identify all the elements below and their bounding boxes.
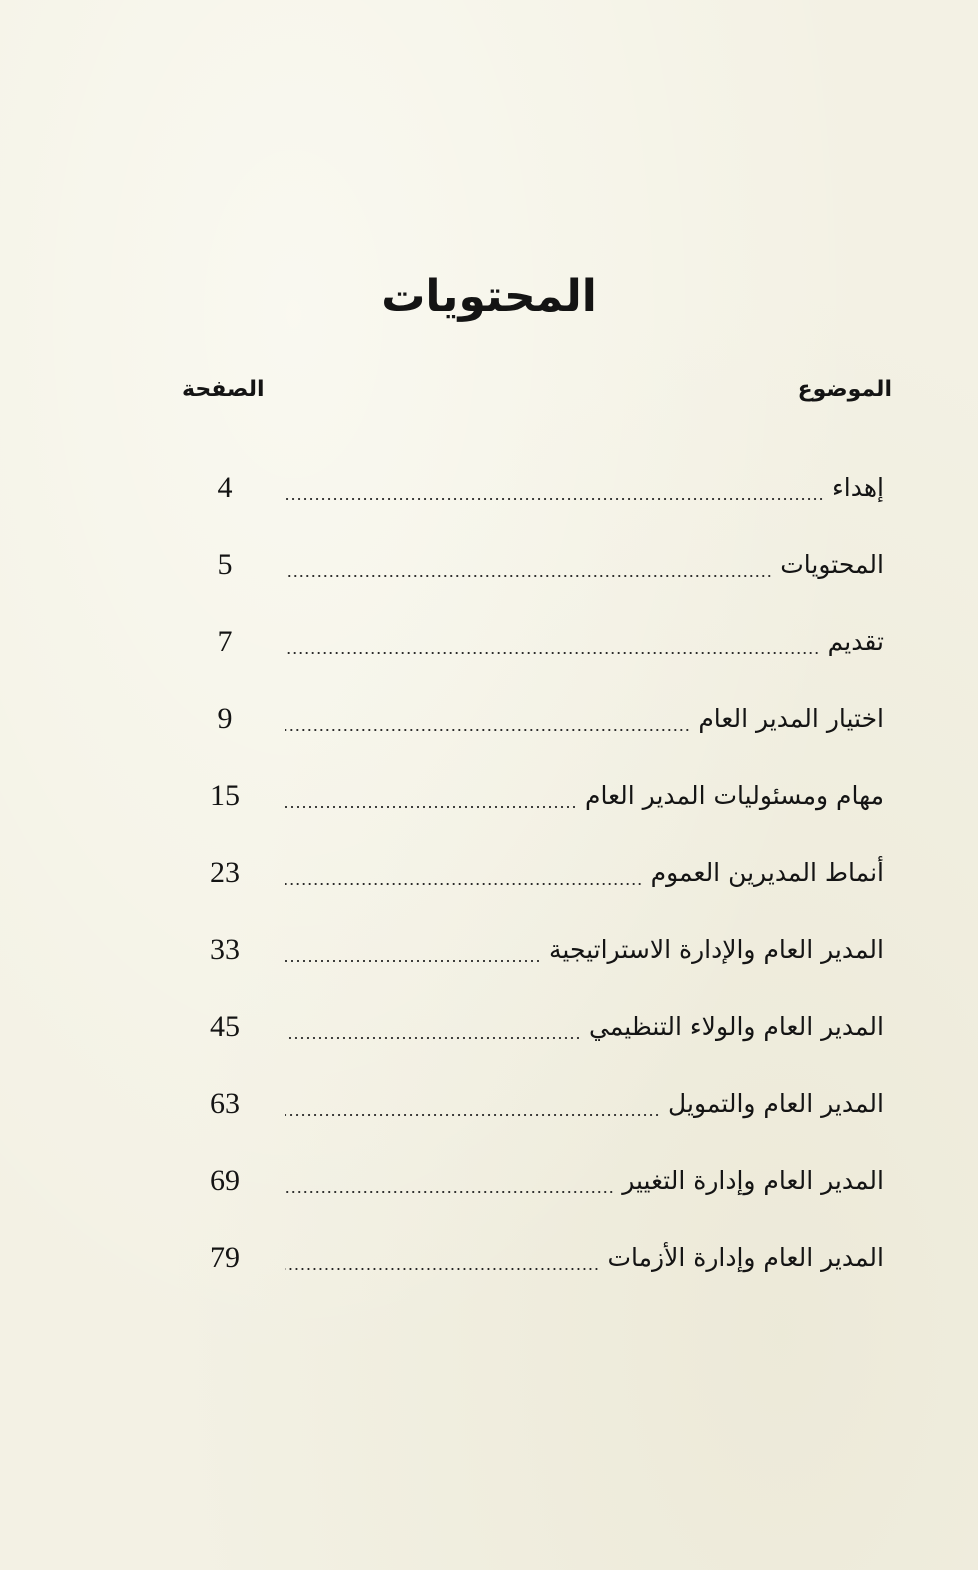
dot-leader xyxy=(285,729,690,731)
dot-leader xyxy=(285,1268,599,1270)
toc-entry-page: 7 xyxy=(217,625,233,658)
dot-leader xyxy=(285,652,820,654)
toc-entry xyxy=(0,616,978,693)
toc-entry xyxy=(0,847,978,924)
dot-leader xyxy=(285,960,541,962)
page-title: المحتويات xyxy=(381,271,597,322)
toc-entry xyxy=(0,1078,978,1155)
toc-entry-page: 23 xyxy=(210,856,240,889)
toc-entry-page: 69 xyxy=(210,1164,240,1197)
toc-entry-page: 4 xyxy=(217,471,233,504)
toc-entry xyxy=(0,1155,978,1232)
toc-entry-page: 45 xyxy=(210,1010,240,1043)
toc-entry-label: إهداء xyxy=(832,473,884,502)
toc-entry xyxy=(0,1232,978,1309)
dot-leader xyxy=(285,1114,660,1116)
toc-entry-page: 63 xyxy=(210,1087,240,1120)
dot-leader xyxy=(285,1191,614,1193)
toc-entry xyxy=(0,539,978,616)
topic-column-header: الموضوع xyxy=(797,377,892,402)
table-of-contents xyxy=(0,462,978,1309)
dot-leader xyxy=(285,498,824,500)
toc-entry-label: مهام ومسئوليات المدير العام xyxy=(585,781,884,810)
toc-entry-page: 9 xyxy=(217,702,233,735)
toc-entry-label: المدير العام وإدارة الأزمات xyxy=(607,1243,884,1272)
toc-entry xyxy=(0,924,978,1001)
dot-leader xyxy=(285,806,577,808)
toc-entry-label: المدير العام والتمويل xyxy=(668,1089,884,1118)
toc-entry-label: تقديم xyxy=(827,627,884,656)
toc-entry-label: اختيار المدير العام xyxy=(698,704,884,733)
page-column-header: الصفحة xyxy=(182,377,265,402)
dot-leader xyxy=(285,575,772,577)
toc-entry-page: 33 xyxy=(210,933,240,966)
dot-leader xyxy=(285,1037,581,1039)
toc-entry-page: 15 xyxy=(210,779,240,812)
toc-entry-label: أنماط المديرين العموم xyxy=(650,858,884,887)
toc-entry-label: المحتويات xyxy=(780,550,884,579)
toc-entry xyxy=(0,462,978,539)
toc-entry-label: المدير العام والإدارة الاستراتيجية xyxy=(549,935,884,964)
dot-leader xyxy=(285,883,643,885)
toc-entry xyxy=(0,770,978,847)
toc-entry-page: 79 xyxy=(210,1241,240,1274)
toc-entry xyxy=(0,693,978,770)
toc-entry-label: المدير العام والولاء التنظيمي xyxy=(588,1012,884,1041)
toc-entry-page: 5 xyxy=(217,548,233,581)
toc-entry-label: المدير العام وإدارة التغيير xyxy=(622,1166,884,1195)
toc-entry xyxy=(0,1001,978,1078)
